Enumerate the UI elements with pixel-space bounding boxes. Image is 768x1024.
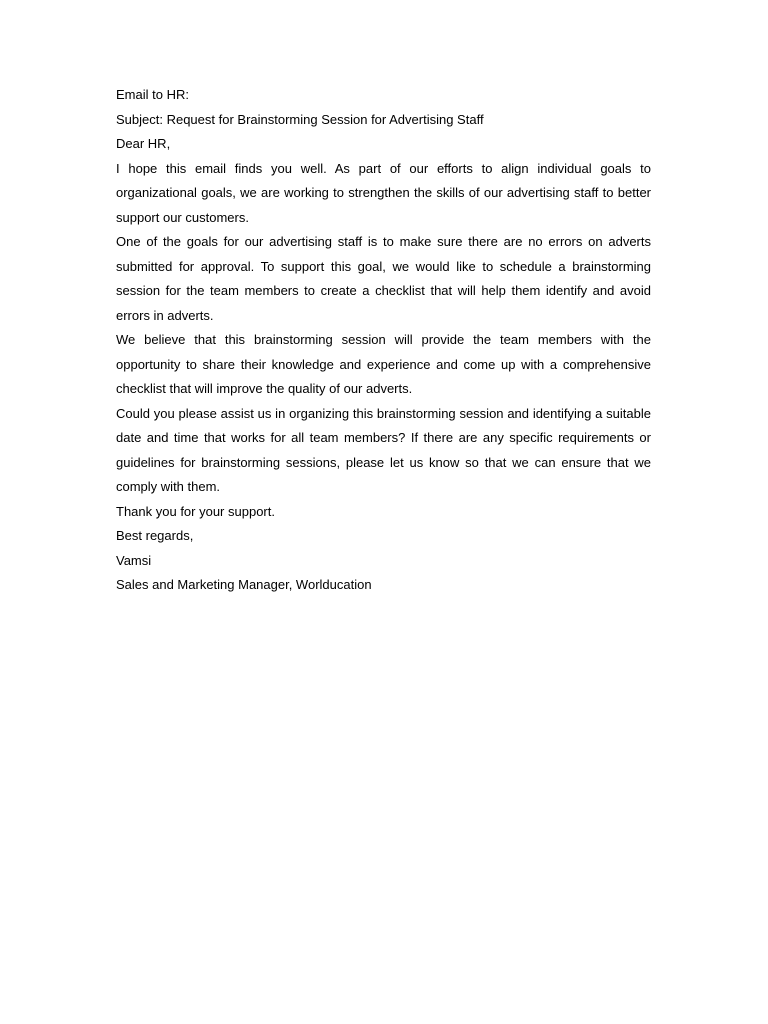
email-heading: Email to HR: [116, 87, 189, 102]
email-closing: Best regards, [116, 528, 194, 543]
body-paragraph-2: One of the goals for our advertising staff is to make sure there are no errors on adverts submitted for approval. To support this goal, we would like to schedule a brainstorming session for the team members to create a checklist that will help them identify and avoid errors in adverts. [116, 234, 651, 323]
body-paragraph-3: We believe that this brainstorming session will provide the team members with the opportunity to share their knowledge and experience and come up with a comprehensive checklist that will improve the quality of our adverts. [116, 332, 651, 396]
sender-title: Sales and Marketing Manager, Worlducation [116, 577, 372, 592]
email-subject: Subject: Request for Brainstorming Session for Advertising Staff [116, 111, 484, 127]
email-body [116, 83, 651, 598]
email-thanks: Thank you for your support. [116, 503, 275, 519]
sender-name: Vamsi [116, 552, 152, 568]
body-paragraph-1: I hope this email finds you well. As part of our efforts to align individual goals to organizational goals, we are working to strengthen the skills of our advertising staff to better support our customers. [116, 160, 651, 225]
body-paragraph-4: Could you please assist us in organizing this brainstorming session and identifying a suitable date and time that works for all team members? If there are any specific requirements or guidelines for brainstorming sessions, please let us know so that we can ensure that we comply with them. [116, 405, 651, 494]
email-salutation: Dear HR, [116, 136, 171, 151]
